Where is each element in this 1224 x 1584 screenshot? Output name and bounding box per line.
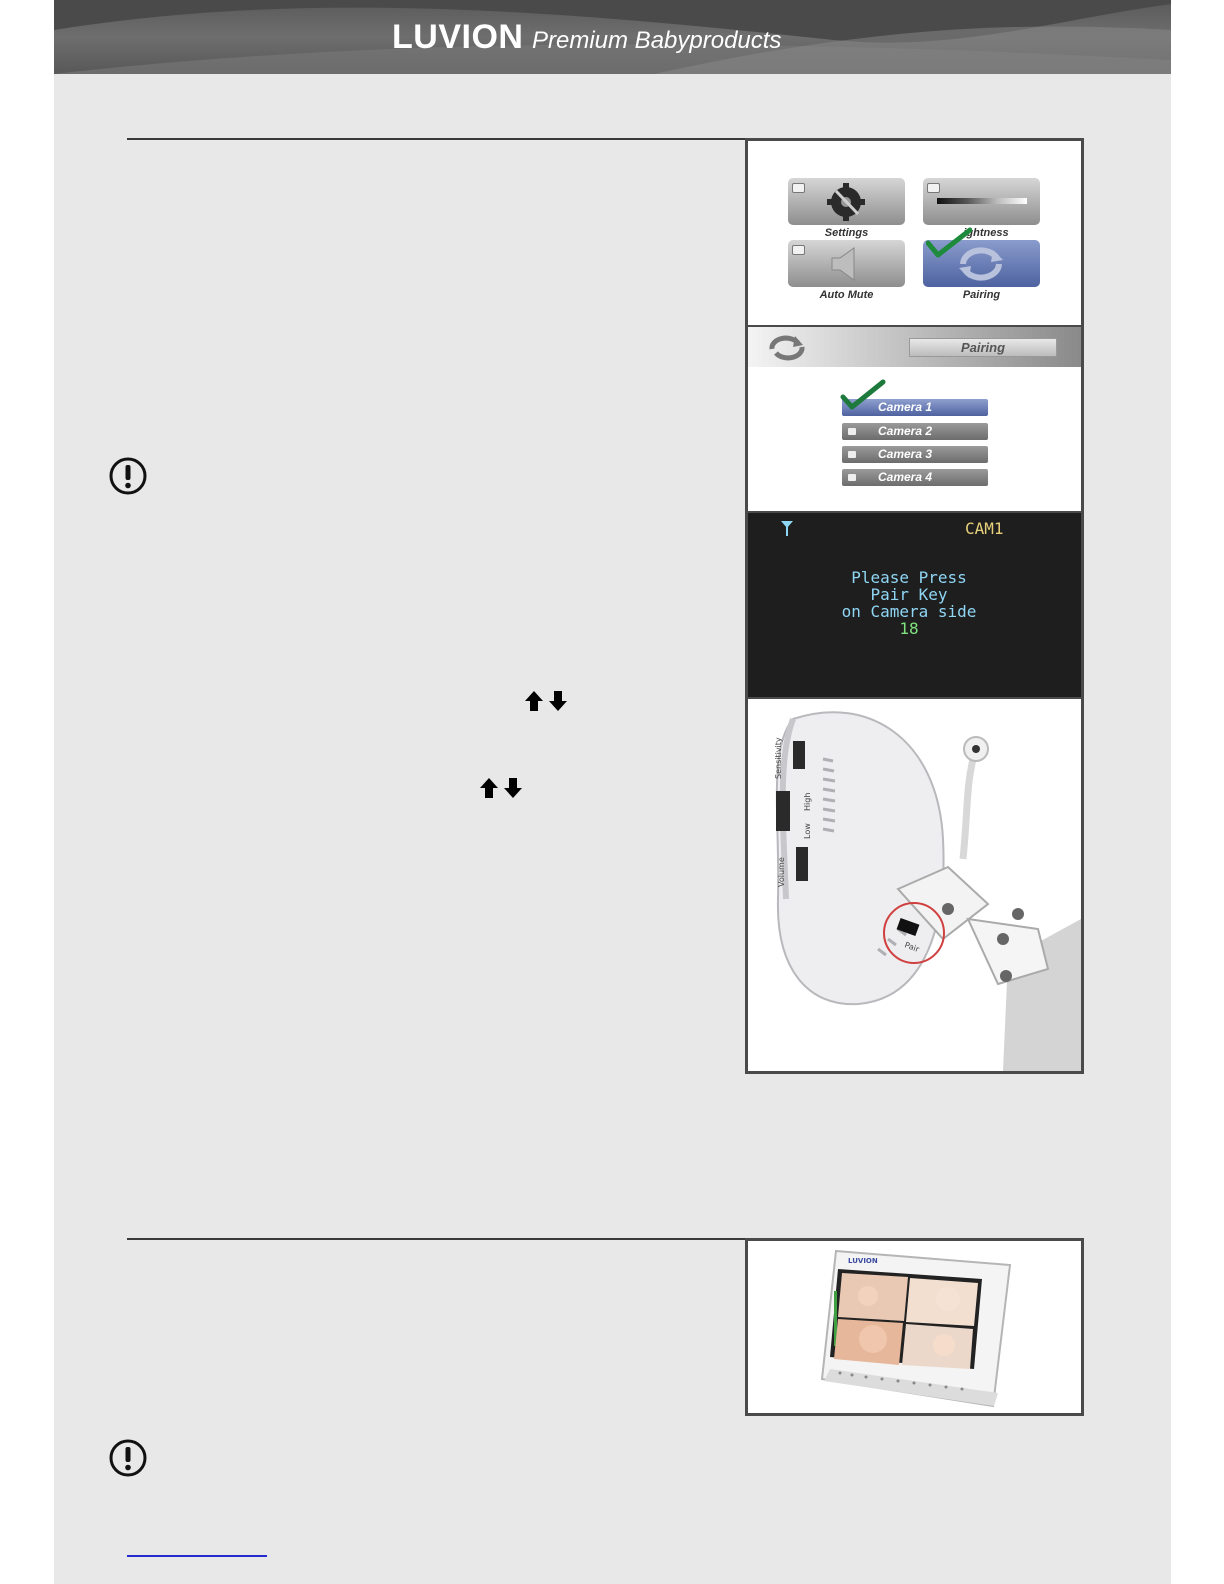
camera-pair-button-photo [748,699,1081,1071]
pairing-title-bar [748,327,1081,367]
camera-2-checkbox [848,428,856,435]
volume-label: Volume [777,857,786,887]
settings-menu-button [788,178,905,225]
camera-1-row: Camera 1 [842,399,988,416]
section-divider-1 [127,138,747,140]
high-label: High [803,792,812,811]
camera-3-checkbox [848,451,856,458]
pairing-label: Pairing [962,289,1001,301]
up-down-arrows-2 [479,777,523,799]
footer-link-underline[interactable] [127,1555,267,1557]
brand-tagline: Premium Babyproducts [532,27,782,54]
sensitivity-switch-label: Sensitivity [774,737,783,779]
camera-4-row: Camera 4 [842,469,988,486]
warning-icon [108,1438,148,1478]
checkmark-icon [840,379,886,411]
osd-countdown: 18 [899,619,919,638]
pairing-steps-figure [745,138,1084,1074]
gear-icon [788,178,905,225]
manual-page [54,0,1171,1584]
menu-screen-panel [748,141,1081,327]
checkmark-icon [926,227,972,261]
arrow-up-icon [479,777,499,799]
pair-key-osd-panel [748,513,1081,699]
monitor-photo-frame [745,1238,1084,1416]
monitor-illustration [748,1241,1081,1413]
osd-message [748,569,1070,637]
osd-line-2: Pair Key [870,585,948,604]
warning-icon [108,456,148,496]
camera-4-checkbox [848,474,856,481]
pairing-camera-select-panel [748,327,1081,513]
brightness-label: ightness [963,227,1009,239]
monitor-brand: LUVION [848,1257,878,1265]
arrow-up-icon [524,690,544,712]
osd-line-1: Please Press [851,568,967,587]
speaker-icon [788,240,905,287]
auto-mute-menu-button [788,240,905,287]
settings-label: Settings [824,227,869,239]
camera-illustration [748,699,1081,1071]
arrow-down-icon [503,777,523,799]
section-divider-2 [127,1238,747,1240]
brightness-bar-icon [937,198,1027,204]
pairing-title: Pairing [909,338,1057,357]
camera-3-row: Camera 3 [842,446,988,463]
osd-line-3: on Camera side [841,602,977,621]
up-down-arrows-1 [524,690,568,712]
brand-logo: LUVION [392,18,524,56]
pairing-arrows-icon [768,331,808,365]
auto-mute-label: Auto Mute [819,289,874,301]
arrow-down-icon [548,690,568,712]
signal-antenna-icon [780,519,794,537]
camera-indicator: CAM1 [965,519,1004,538]
low-label: Low [803,823,812,839]
camera-2-row: Camera 2 [842,423,988,440]
brightness-menu-button [923,178,1040,225]
pair-button-label: Pair [903,940,921,954]
header-banner [54,0,1171,74]
